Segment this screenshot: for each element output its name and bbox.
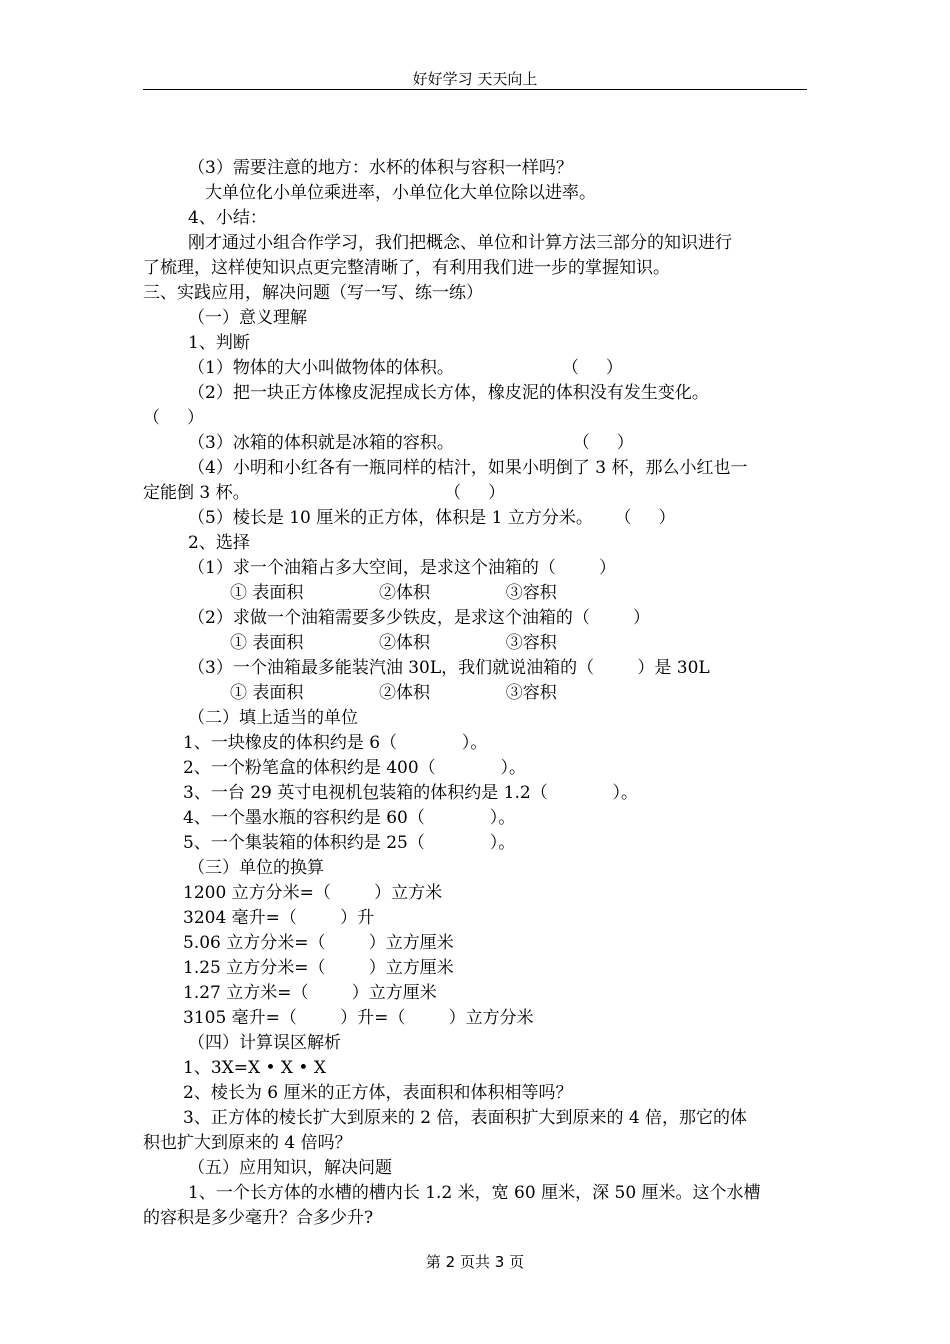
conversion-line: 3105 毫升=（ ）升=（ ）立方分米 — [183, 1008, 534, 1028]
text-line: （3）需要注意的地方：水杯的体积与容积一样吗？ — [188, 158, 573, 178]
question-line: 2、一个粉笔盒的体积约是 400（ ）。 — [183, 758, 527, 778]
question-line: （1）求一个油箱占多大空间，是求这个油箱的（ ） — [188, 558, 617, 578]
subsection-heading: （三）单位的换算 — [188, 858, 324, 878]
question-line: 2、棱长为 6 厘米的正方体，表面积和体积相等吗？ — [183, 1083, 573, 1103]
page-footer: 第 2 页共 3 页 — [425, 1253, 525, 1271]
question-line: （1）物体的大小叫做物体的体积。 （ ） — [188, 358, 623, 378]
text-line: 大单位化小单位乘进率，小单位化大单位除以进率。 — [205, 183, 596, 203]
subsection-heading: （一）意义理解 — [188, 308, 307, 328]
page-header: 好好学习 天天向上 — [412, 70, 538, 88]
text-line: 4、小结： — [188, 208, 267, 228]
conversion-line: 5.06 立方分米=（ ）立方厘米 — [183, 933, 454, 953]
question-line: 1、3X=X • X • X — [183, 1058, 326, 1078]
answer-blank: （ ） — [143, 408, 205, 428]
question-line: （5）棱长是 10 厘米的正方体，体积是 1 立方分米。 （ ） — [188, 508, 676, 528]
text-line: 刚才通过小组合作学习，我们把概念、单位和计算方法三部分的知识进行 — [188, 233, 732, 253]
text-line: 2、选择 — [188, 533, 250, 553]
question-line: 1、一个长方体的水槽的槽内长 1.2 米，宽 60 厘米，深 50 厘米。这个水槽 — [188, 1183, 761, 1203]
section-heading: 三、实践应用，解决问题（写一写、练一练） — [143, 283, 483, 303]
choice-options: ① 表面积 ②体积 ③容积 — [230, 683, 557, 703]
subsection-heading: （五）应用知识，解决问题 — [188, 1158, 392, 1178]
question-line: 1、一块橡皮的体积约是 6（ ）。 — [183, 733, 488, 753]
question-line: （4）小明和小红各有一瓶同样的桔汁，如果小明倒了 3 杯，那么小红也一 — [188, 458, 748, 478]
question-line: 积也扩大到原来的 4 倍吗？ — [143, 1133, 352, 1153]
conversion-line: 1200 立方分米=（ ）立方米 — [183, 883, 443, 903]
subsection-heading: （二）填上适当的单位 — [188, 708, 358, 728]
header-divider — [143, 89, 807, 90]
question-line: （2）求做一个油箱需要多少铁皮，是求这个油箱的（ ） — [188, 608, 651, 628]
conversion-line: 1.27 立方米=（ ）立方厘米 — [183, 983, 437, 1003]
text-line: 1、判断 — [188, 333, 250, 353]
text-line: 了梳理，这样使知识点更完整清晰了，有利用我们进一步的掌握知识。 — [143, 258, 670, 278]
conversion-line: 1.25 立方分米=（ ）立方厘米 — [183, 958, 454, 978]
question-line: 的容积是多少毫升？合多少升? — [143, 1208, 374, 1228]
conversion-line: 3204 毫升=（ ）升 — [183, 908, 375, 928]
question-line: 3、正方体的棱长扩大到原来的 2 倍，表面积扩大到原来的 4 倍，那它的体 — [183, 1108, 748, 1128]
subsection-heading: （四）计算误区解析 — [188, 1033, 341, 1053]
question-line: 4、一个墨水瓶的容积约是 60（ ）。 — [183, 808, 516, 828]
question-line: 3、一台 29 英寸电视机包装箱的体积约是 1.2（ ）。 — [183, 783, 639, 803]
choice-options: ① 表面积 ②体积 ③容积 — [230, 633, 557, 653]
question-line: 5、一个集装箱的体积约是 25（ ）。 — [183, 833, 516, 853]
question-line: （3）一个油箱最多能装汽油 30L，我们就说油箱的（ ）是 30L — [188, 658, 710, 678]
question-line: （2）把一块正方体橡皮泥捏成长方体，橡皮泥的体积没有发生变化。 — [188, 383, 709, 403]
question-line: 定能倒 3 杯。 （ ） — [143, 483, 506, 503]
choice-options: ① 表面积 ②体积 ③容积 — [230, 583, 557, 603]
question-line: （3）冰箱的体积就是冰箱的容积。 （ ） — [188, 433, 634, 453]
